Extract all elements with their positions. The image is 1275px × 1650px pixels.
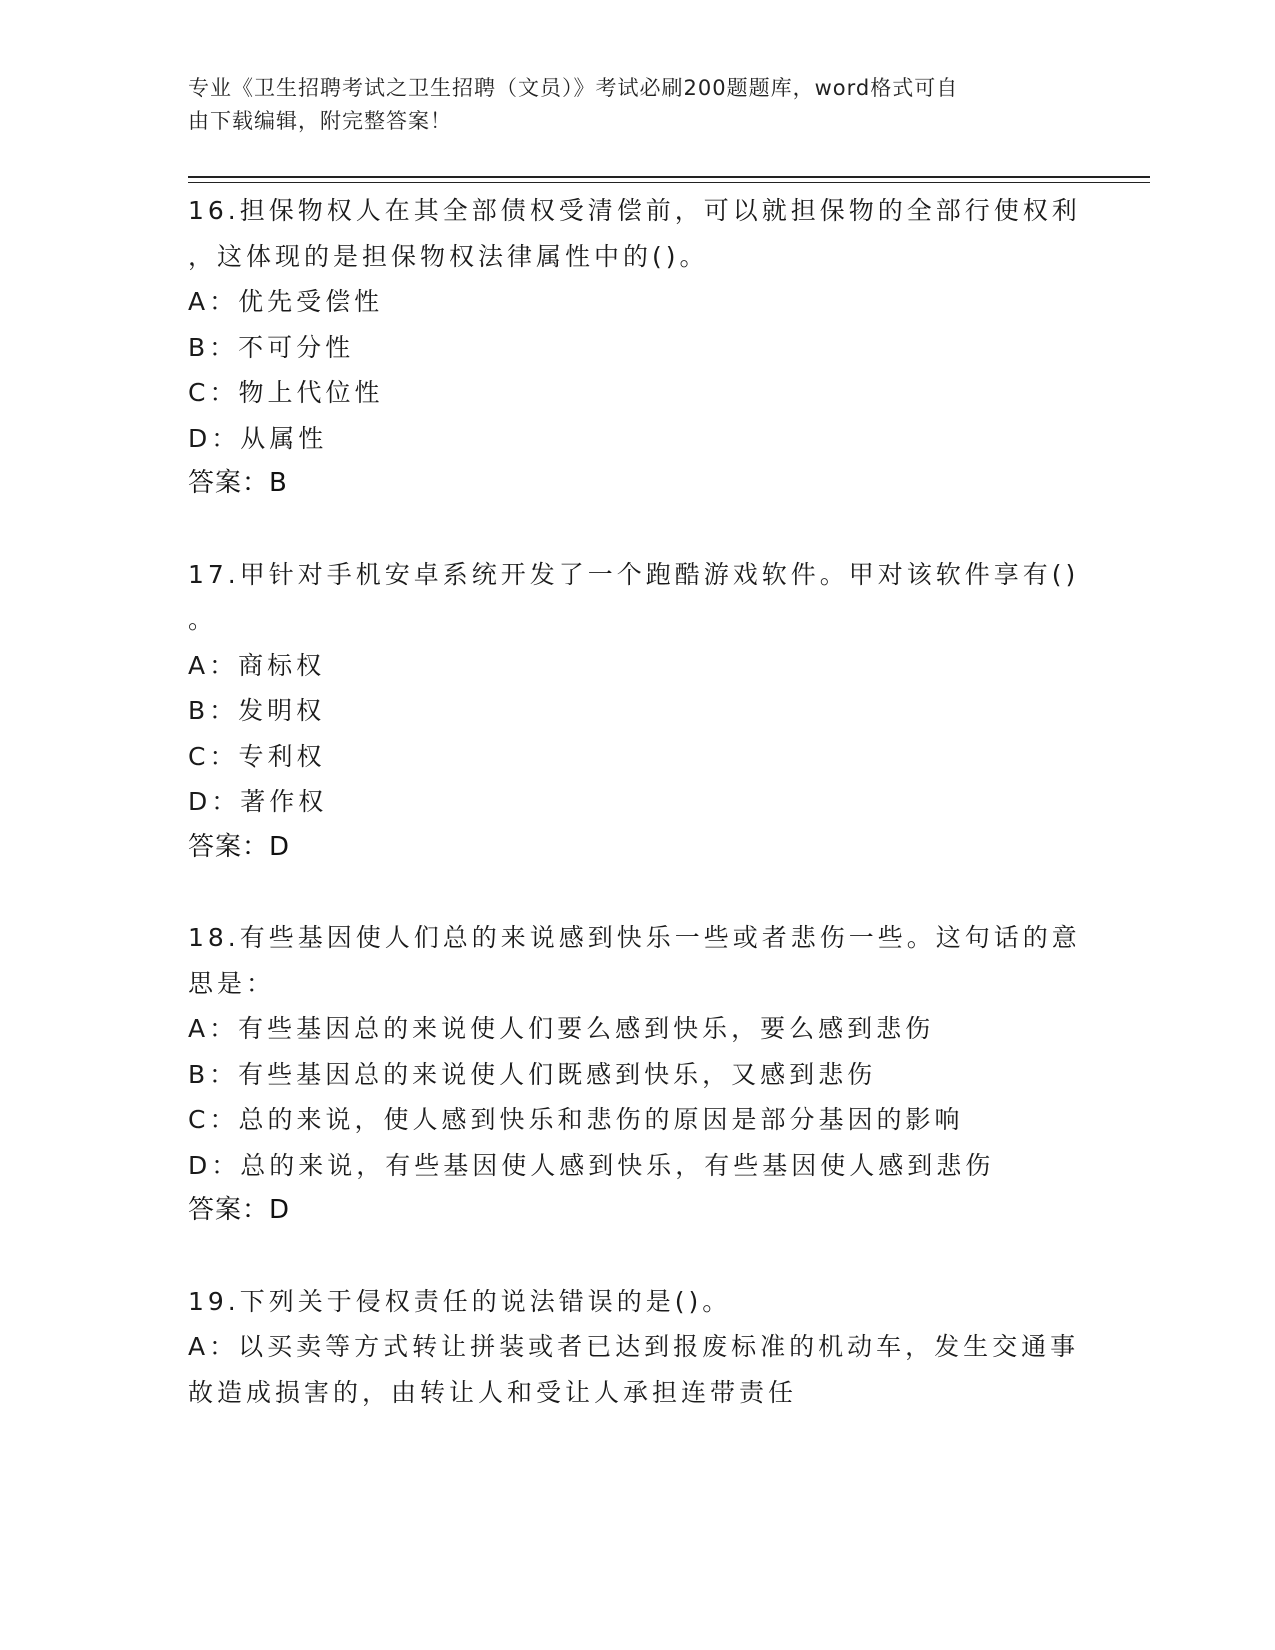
header-line-1: 专业《卫生招聘考试之卫生招聘（文员）》考试必刷200题题库，word格式可自	[188, 76, 959, 100]
option-a: A：商标权	[188, 650, 326, 680]
question-text-line: 思是：	[188, 968, 276, 998]
option-a-continued: 故造成损害的，由转让人和受让人承担连带责任	[188, 1377, 798, 1407]
header-line-2: 由下载编辑，附完整答案！	[188, 109, 452, 133]
header-divider-thin	[188, 182, 1150, 183]
question-text-line: 。	[188, 605, 218, 634]
option-b: B：发明权	[188, 696, 326, 725]
question-18	[188, 915, 1081, 1234]
option-b: B：有些基因总的来说使人们既感到快乐，又感到悲伤	[188, 1059, 877, 1089]
question-16	[188, 188, 1081, 507]
question-spacer	[188, 1234, 1078, 1279]
option-d: D：著作权	[188, 787, 328, 816]
option-c: C：总的来说，使人感到快乐和悲伤的原因是部分基因的影响	[188, 1105, 964, 1134]
option-a: A：有些基因总的来说使人们要么感到快乐，要么感到悲伤	[188, 1014, 935, 1043]
document-header	[188, 72, 1068, 138]
question-text-line: ，这体现的是担保物权法律属性中的()。	[188, 241, 709, 271]
option-a: A：优先受偿性	[188, 287, 384, 316]
answer-line: 答案：B	[188, 468, 288, 498]
option-c: C：专利权	[188, 741, 326, 771]
question-spacer	[188, 507, 1078, 552]
question-text-line: 17.甲针对手机安卓系统开发了一个跑酷游戏软件。甲对该软件享有()	[188, 559, 1080, 589]
option-a: A：以买卖等方式转让拼装或者已达到报废标准的机动车，发生交通事	[188, 1332, 1080, 1361]
question-spacer	[188, 870, 1078, 915]
option-d: D：从属性	[188, 423, 328, 453]
header-divider-thick	[188, 176, 1150, 178]
question-text-line: 16.担保物权人在其全部债权受清偿前，可以就担保物的全部行使权利	[188, 196, 1081, 225]
answer-line: 答案：D	[188, 1195, 291, 1225]
question-17	[188, 552, 1078, 871]
question-text-line: 18.有些基因使人们总的来说感到快乐一些或者悲伤一些。这句话的意	[188, 923, 1081, 952]
option-c: C：物上代位性	[188, 378, 384, 407]
question-19	[188, 1279, 1078, 1416]
option-d: D：总的来说，有些基因使人感到快乐，有些基因使人感到悲伤	[188, 1150, 995, 1180]
answer-line: 答案：D	[188, 831, 291, 862]
question-text-line: 19.下列关于侵权责任的说法错误的是()。	[188, 1286, 732, 1316]
option-b: B：不可分性	[188, 332, 355, 362]
question-list	[188, 188, 1081, 1415]
